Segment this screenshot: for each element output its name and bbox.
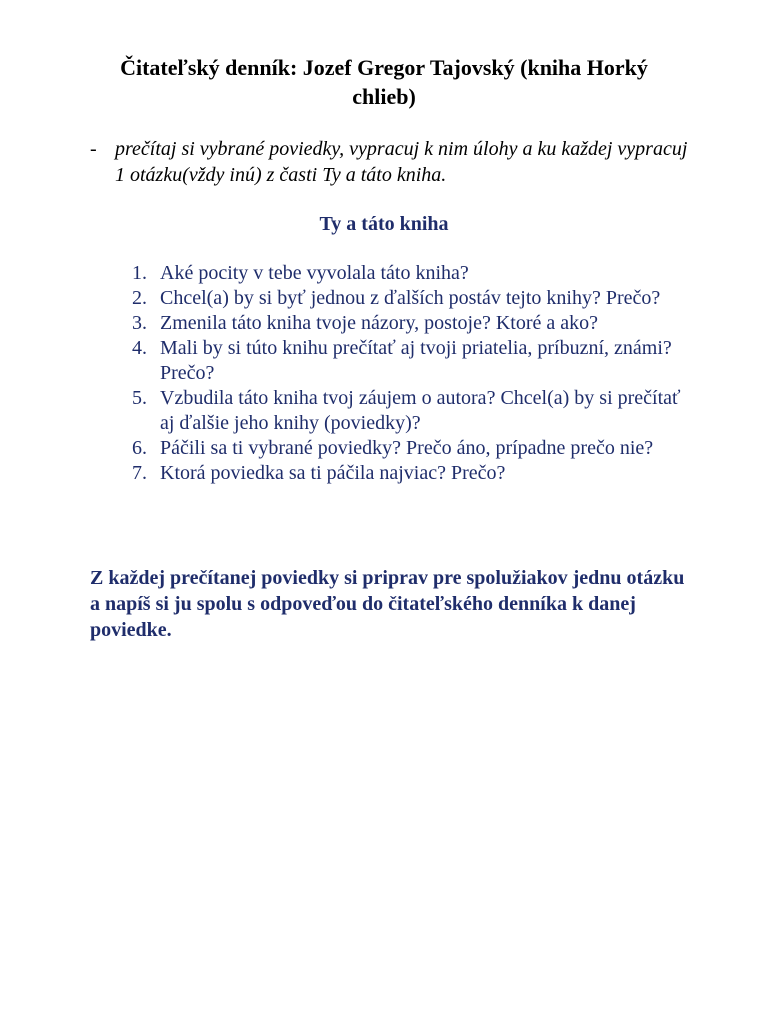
- instruction-bullet: -: [90, 138, 97, 160]
- question-item: [132, 286, 692, 311]
- question-number: 3.: [132, 312, 147, 334]
- question-item: [132, 461, 692, 486]
- question-number: 7.: [132, 462, 147, 484]
- question-item: [132, 261, 692, 286]
- question-text: Vzbudila táto kniha tvoj záujem o autora? Chcel(a) by si prečítať aj ďalšie jeho knihy (poviedky)?: [160, 387, 681, 434]
- instruction-paragraph: [90, 136, 690, 188]
- question-item: [132, 436, 692, 461]
- question-text: Chcel(a) by si byť jednou z ďalších postáv tejto knihy? Prečo?: [160, 287, 661, 309]
- question-list: [132, 261, 692, 486]
- closing-paragraph: Z každej prečítanej poviedky si priprav pre spolužiakov jednu otázku a napíš si ju spolu s odpoveďou do čitateľského denníka k danej poviedke.: [90, 567, 685, 641]
- question-text: Mali by si túto knihu prečítať aj tvoji priatelia, príbuzní, známi? Prečo?: [160, 337, 672, 384]
- question-text: Aké pocity v tebe vyvolala táto kniha?: [160, 262, 469, 284]
- question-item: [132, 336, 692, 386]
- question-text: Zmenila táto kniha tvoje názory, postoje? Ktoré a ako?: [160, 312, 598, 334]
- question-item: [132, 386, 692, 436]
- question-number: 2.: [132, 287, 147, 309]
- question-number: 5.: [132, 387, 147, 409]
- question-number: 1.: [132, 262, 147, 284]
- question-text: Páčili sa ti vybrané poviedky? Prečo áno, prípadne prečo nie?: [160, 437, 654, 459]
- question-text: Ktorá poviedka sa ti páčila najviac? Prečo?: [160, 462, 506, 484]
- instruction-text: prečítaj si vybrané poviedky, vypracuj k nim úlohy a ku každej vypracuj 1 otázku(vždy inú) z časti Ty a táto kniha.: [115, 138, 688, 186]
- section-heading: Ty a táto kniha: [319, 213, 449, 235]
- document-title: Čitateľský denník: Jozef Gregor Tajovský (kniha Horký chlieb): [120, 55, 648, 109]
- question-item: [132, 311, 692, 336]
- question-number: 4.: [132, 337, 147, 359]
- question-number: 6.: [132, 437, 147, 459]
